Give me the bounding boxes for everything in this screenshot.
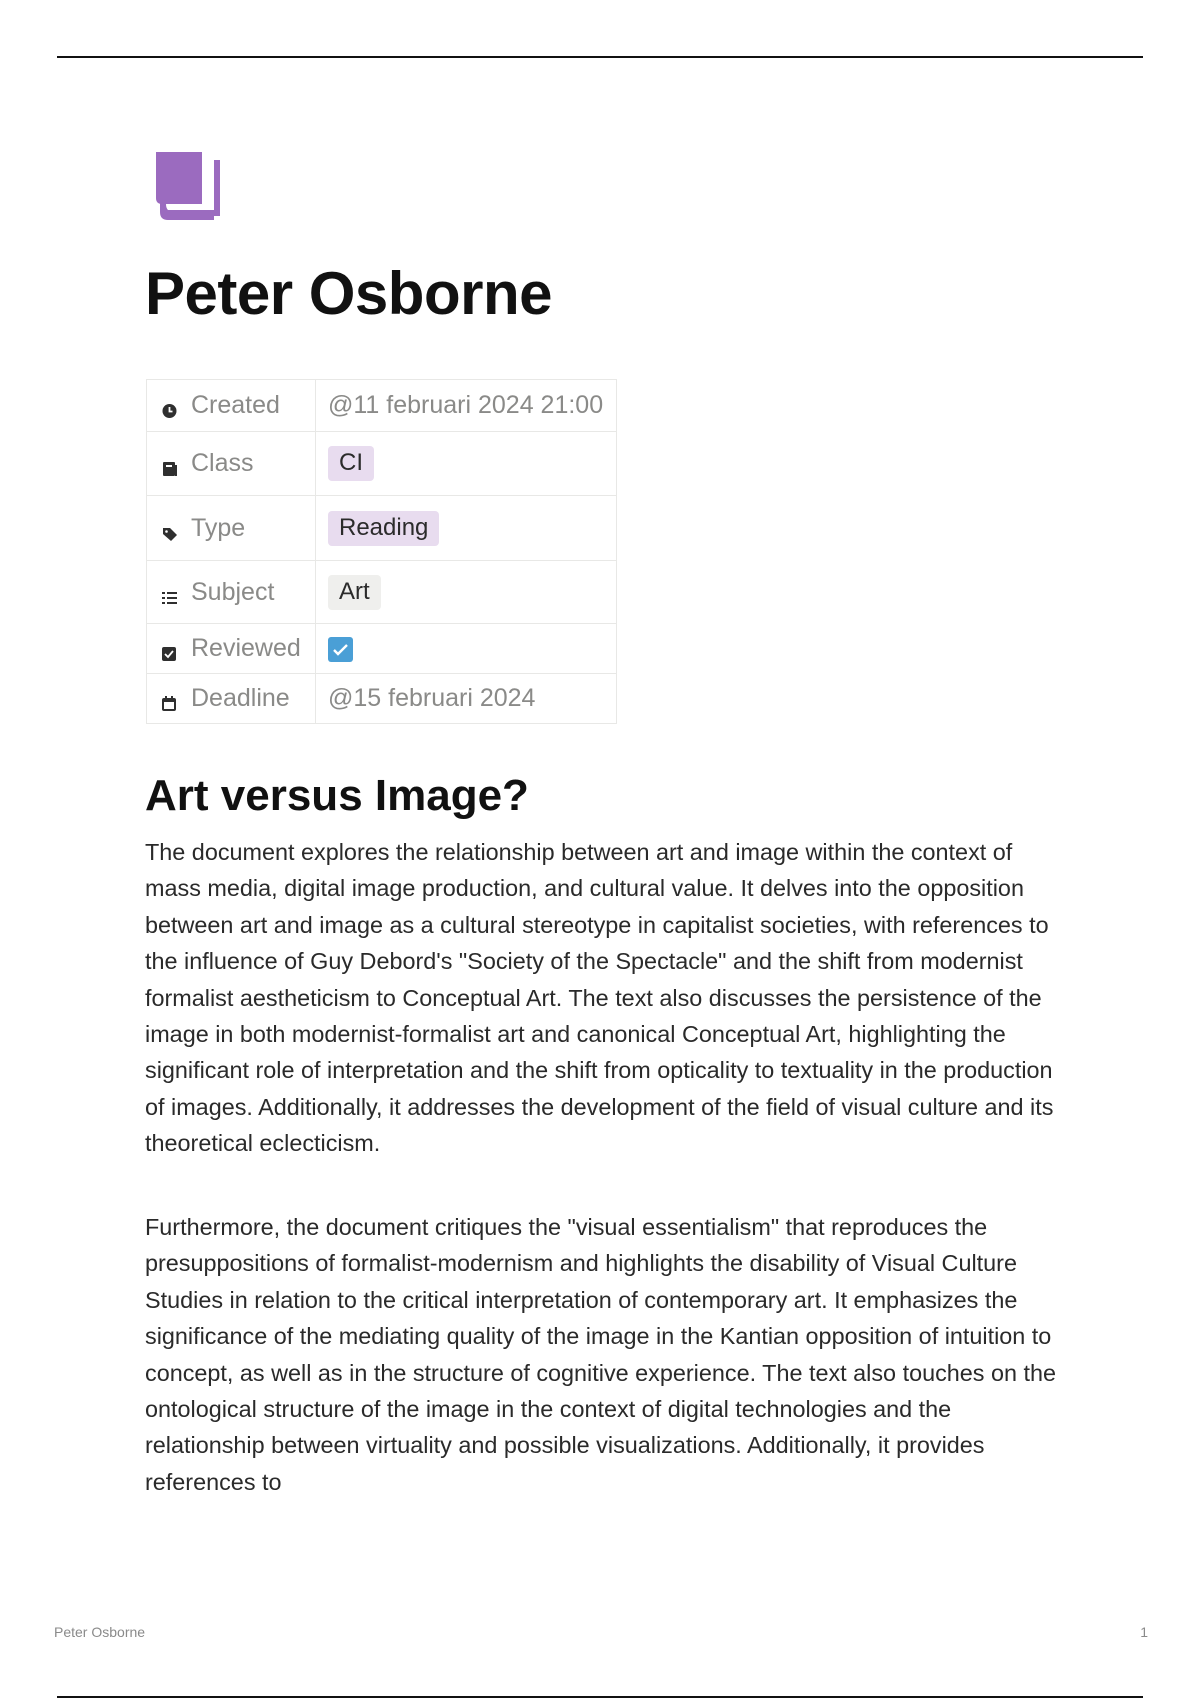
property-key-label: Reviewed <box>191 634 301 662</box>
checkbox-icon <box>161 640 178 657</box>
property-key-label: Created <box>191 391 280 419</box>
property-row-deadline <box>147 674 617 724</box>
properties-table <box>146 379 617 724</box>
document-stack-icon <box>156 152 224 224</box>
footer-page-number: 1 <box>1140 1624 1148 1640</box>
property-row-subject <box>147 561 617 624</box>
property-value-type[interactable] <box>316 496 617 561</box>
bottom-rule <box>57 1696 1143 1698</box>
property-key <box>147 624 316 674</box>
property-key <box>147 674 316 724</box>
property-row-reviewed <box>147 624 617 674</box>
subject-pill[interactable]: Art <box>328 575 381 610</box>
book-icon <box>161 455 178 472</box>
top-rule <box>57 56 1143 58</box>
property-key <box>147 432 316 496</box>
body-paragraph-1: The document explores the relationship between art and image within the context of mass media, digital image production, and cultural value. It delves into the opposition between art and image as a cultural stereotype in capitalist societies, with references to the influence of Guy Debord's "Society of the Spectacle" and the shift from modernist formalist aestheticism to Conceptual Art. The text also discusses the persistence of the image in both modernist-formalist art and canonical Conceptual Art, highlighting the significant role of interpretation and the shift from opticality to textuality in the production of images. Additionally, it addresses the development of the field of visual culture and its theoretical eclecticism. <box>145 839 1054 1157</box>
property-row-type <box>147 496 617 561</box>
property-value-reviewed <box>316 624 617 674</box>
footer-document-title: Peter Osborne <box>54 1624 146 1640</box>
property-value-created[interactable]: @11 februari 2024 21:00 <box>316 380 617 432</box>
clock-icon <box>161 397 178 414</box>
type-pill[interactable]: Reading <box>328 511 439 546</box>
property-key <box>147 496 316 561</box>
property-row-class <box>147 432 617 496</box>
property-value-subject[interactable] <box>316 561 617 624</box>
class-pill[interactable]: CI <box>328 446 374 481</box>
property-value-class[interactable] <box>316 432 617 496</box>
property-key <box>147 380 316 432</box>
property-row-created <box>147 380 617 432</box>
calendar-icon <box>161 690 178 707</box>
list-icon <box>161 584 178 601</box>
tag-icon <box>161 520 178 537</box>
property-value-deadline[interactable]: @15 februari 2024 <box>316 674 617 724</box>
property-key-label: Deadline <box>191 684 290 712</box>
section-heading: Art versus Image? <box>145 771 529 820</box>
property-key-label: Class <box>191 449 254 477</box>
reviewed-checkbox[interactable] <box>328 637 353 662</box>
property-key-label: Subject <box>191 577 275 606</box>
body-paragraph-2: Furthermore, the document critiques the "visual essentialism" that reproduces the presuppositions of formalist-modernism and highlights the disability of Visual Culture Studies in relation to the critical interpretation of contemporary art. It emphasizes the significance of the mediating quality of the image in the Kantian opposition of intuition to concept, as well as in the structure of cognitive experience. The text also touches on the ontological structure of the image in the context of digital technologies and the relationship between virtuality and possible visualizations. Additionally, it provides references to <box>145 1214 1057 1495</box>
property-key <box>147 561 316 624</box>
property-key-label: Type <box>191 513 246 542</box>
page-title: Peter Osborne <box>145 260 552 327</box>
